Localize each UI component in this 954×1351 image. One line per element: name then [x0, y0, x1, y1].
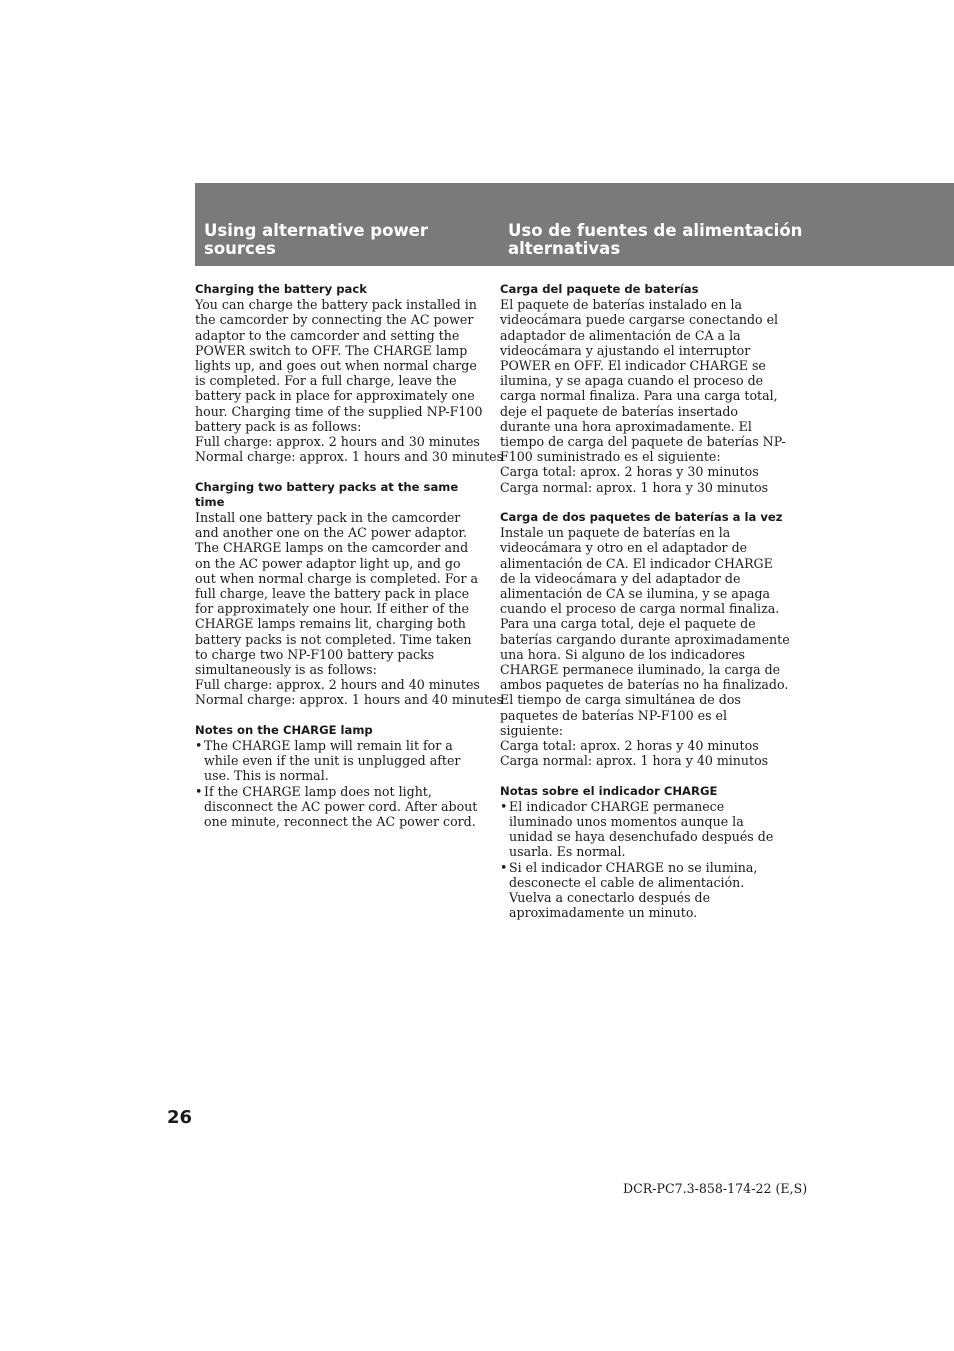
heading-notes-charge-lamp: Notes on the CHARGE lamp [195, 722, 373, 737]
full-charge-time: Full charge: approx. 2 hours and 30 minutes [195, 434, 480, 450]
page-number: 26 [167, 1107, 193, 1128]
bullet-icon: • [195, 738, 203, 754]
list-item [195, 784, 485, 830]
spanish-column [500, 282, 790, 921]
document-code: DCR-PC7.3-858-174-22 (E,S) [623, 1181, 808, 1196]
heading-charging-two-packs: Charging two battery packs at the same time [195, 479, 459, 509]
note-text: If the CHARGE lamp does not light, disconnect the AC power cord. After about one minute, reconnect the AC power cord. [204, 783, 478, 830]
list-item [195, 738, 485, 784]
paragraph-carga-dos-paquetes: Instale un paquete de baterías en la videocámara y otro en el adaptador de alimentación de CA. El indicador CHARGE de la videocámara y del adaptador de alimentación de CA se ilumina, y se apaga cuando el proceso de carga normal finaliza. Para una carga total, deje el paquete de baterías cargando durante aproximadamente una hora. Si alguno de los indicadores CHARGE permanece iluminado, la carga de ambos paquetes de baterías no ha finalizado. El tiempo de carga simultánea de dos paquetes de baterías NP-F100 es el siguiente: [500, 525, 790, 738]
page-title-spanish: Uso de fuentes de alimentación alternativas [508, 221, 803, 258]
normal-charge-time-two-packs: Normal charge: approx. 1 hours and 40 minutes [195, 692, 504, 708]
heading-notas-indicador: Notas sobre el indicador CHARGE [500, 783, 718, 798]
normal-charge-time: Normal charge: approx. 1 hours and 30 minutes [195, 449, 504, 465]
notes-list [500, 799, 790, 921]
carga-normal-time: Carga normal: aprox. 1 hora y 30 minutos [500, 479, 769, 495]
carga-normal-time-dos-paquetes: Carga normal: aprox. 1 hora y 40 minutos [500, 753, 769, 769]
english-column [195, 282, 504, 830]
carga-total-time-dos-paquetes: Carga total: aprox. 2 horas y 40 minutos [500, 738, 759, 754]
note-text: The CHARGE lamp will remain lit for a while even if the unit is unplugged after use. This is normal. [204, 738, 461, 784]
paragraph-charging-battery-pack: You can charge the battery pack installed in the camcorder by connecting the AC power adaptor to the camcorder and setting the POWER switch to OFF. The CHARGE lamp lights up, and goes out when normal charge is completed. For a full charge, leave the battery pack in place for approximately one hour. Charging time of the supplied NP-F100 battery pack is as follows: [195, 297, 483, 434]
heading-carga-dos-paquetes: Carga de dos paquetes de baterías a la vez [500, 510, 783, 525]
bullet-icon: • [195, 783, 203, 799]
paragraph-carga-paquete: El paquete de baterías instalado en la videocámara puede cargarse conectando el adaptador de alimentación de CA a la videocámara y ajustando el interruptor POWER en OFF. El indicador CHARGE se ilumina, y se apaga cuando el proceso de carga normal finaliza. Para una carga total, deje el paquete de baterías insertado durante una hora aproximadamente. El tiempo de carga del paquete de baterías NP-F100 suministrado es el siguiente: [500, 297, 786, 465]
bullet-icon: • [500, 859, 508, 875]
notes-list [195, 738, 485, 829]
carga-total-time: Carga total: aprox. 2 horas y 30 minutos [500, 464, 759, 480]
page-title-english: Using alternative power sources [204, 221, 429, 258]
note-text: El indicador CHARGE permanece iluminado unos momentos aunque la unidad se haya desenchufado después de usarla. Es normal. [509, 798, 774, 860]
note-text: Si el indicador CHARGE no se ilumina, desconecte el cable de alimentación. Vuelva a conectarlo después de aproximadamente un minuto. [509, 859, 758, 921]
list-item [500, 799, 790, 860]
heading-charging-battery-pack: Charging the battery pack [195, 282, 367, 296]
list-item [500, 860, 790, 921]
bullet-icon: • [500, 798, 508, 814]
full-charge-time-two-packs: Full charge: approx. 2 hours and 40 minutes [195, 677, 480, 693]
heading-carga-paquete: Carga del paquete de baterías [500, 282, 699, 296]
paragraph-charging-two-packs: Install one battery pack in the camcorder and another one on the AC power adaptor. The CHARGE lamps on the camcorder and on the AC power adaptor light up, and go out when normal charge is completed. For a full charge, leave the battery pack in place for approximately one hour. If either of the CHARGE lamps remains lit, charging both battery packs is not completed. Time taken to charge two NP-F100 battery packs simultaneously is as follows: [195, 510, 478, 678]
